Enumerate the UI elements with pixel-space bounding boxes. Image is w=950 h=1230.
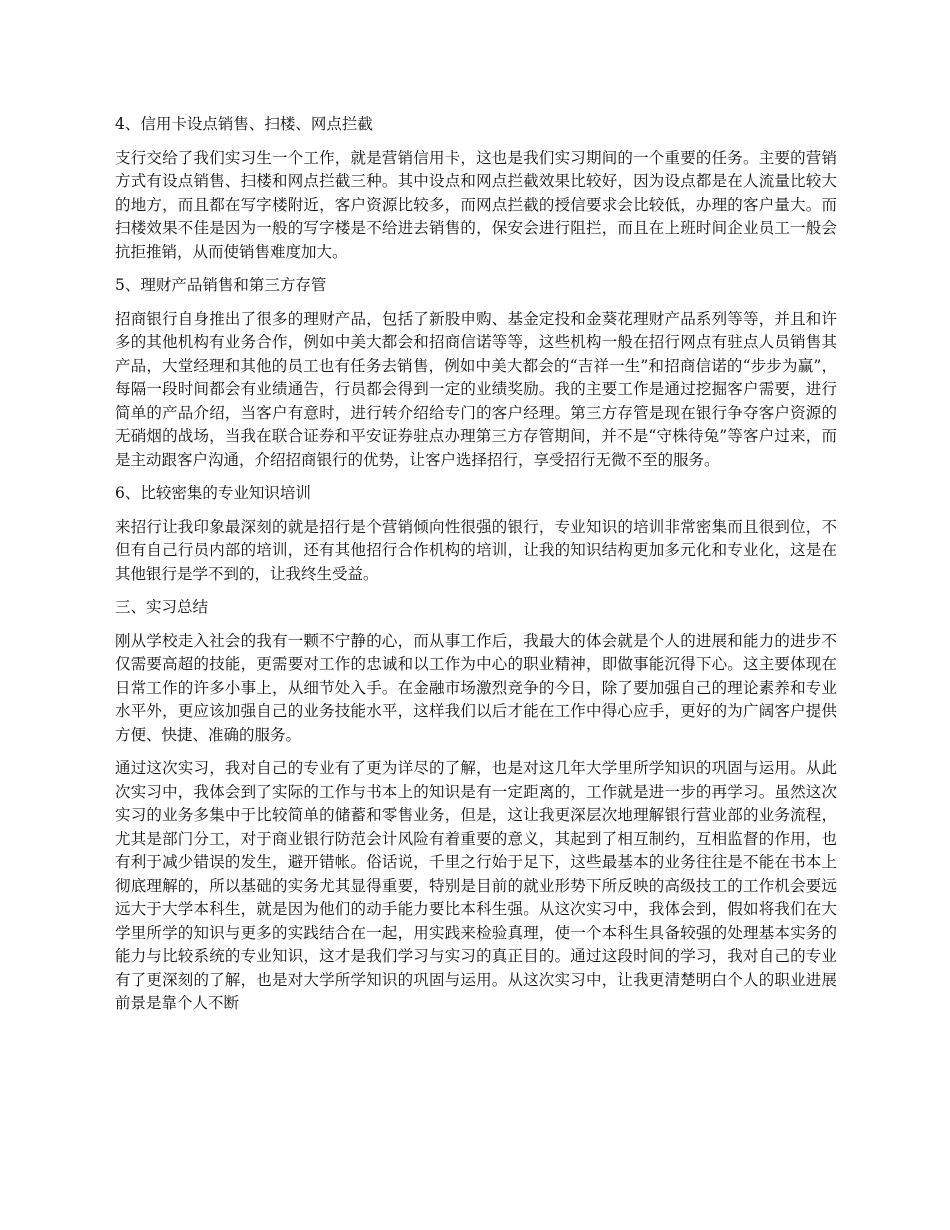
paragraph-summary-2: 通过这次实习，我对自己的专业有了更为详尽的了解，也是对这几年大学里所学知识的巩固与运用。从此次实习中，我体会到了实际的工作与书本上的知识是有一定距离的，工作就是进一步的再学习。虽然这次实习的业务多集中于比较简单的储蓄和零售业务，但是，这让我更深层次地理解银行营业部的业务流程，尤其是部门分工，对于商业银行防范会计风险有着重要的意义，其起到了相互制约，互相监督的作用，也有利于减少错误的发生，避开错帐。俗话说，千里之行始于足下，这些最基本的业务往往是不能在书本上彻底理解的，所以基础的实务尤其显得重要，特别是目前的就业形势下所反映的高级技工的工作机会要远远大于大学本科生，就是因为他们的动手能力要比本科生强。从这次实习中，我体会到，假如将我们在大学里所学的知识与更多的实践结合在一起，用实践来检验真理，使一个本科生具备较强的处理基本实务的能力与比较系统的专业知识，这才是我们学习与实习的真正目的。通过这段时间的学习，我对自己的专业有了更深刻的了解，也是对大学所学知识的巩固与运用。从这次实习中，让我更清楚明白个人的职业进展前景是靠个人不断 bbox=[115, 759, 837, 1012]
paragraph-training: 来招行让我印象最深刻的就是招行是个营销倾向性很强的银行，专业知识的培训非常密集而且很到位，不但有自己行员内部的培训，还有其他招行合作机构的培训，让我的知识结构更加多元化和专业化，这是在其他银行是学不到的，让我终生受益。 bbox=[115, 517, 837, 583]
section-heading-summary: 三、实习总结 bbox=[115, 598, 209, 616]
section-heading-5: 5、理财产品销售和第三方存管 bbox=[115, 276, 327, 294]
paragraph-wealth-products: 招商银行自身推出了很多的理财产品，包括了新股申购、基金定投和金葵花理财产品系列等等，并且和许多的其他机构有业务合作，例如中美大都会和招商信诺等等，这些机构一般在招行网点有驻点人员销售其产品，大堂经理和其他的员工也有任务去销售，例如中美大都会的“吉祥一生”和招商信诺的“步步为赢”，每隔一段时间都会有业绩通告，行员都会得到一定的业绩奖励。我的主要工作是通过挖掘客户需要，进行简单的产品介绍，当客户有意时，进行转介绍给专门的客户经理。第三方存管是现在银行争夺客户资源的无硝烟的战场，当我在联合证券和平安证券驻点办理第三方存管期间，并不是“守株待兔”等客户过来，而是主动跟客户沟通，介绍招商银行的优势，让客户选择招行，享受招行无微不至的服务。 bbox=[115, 309, 837, 469]
section-heading-6: 6、比较密集的专业知识培训 bbox=[115, 484, 311, 502]
paragraph-summary-1: 刚从学校走入社会的我有一颗不宁静的心，而从事工作后，我最大的体会就是个人的进展和能力的进步不仅需要高超的技能，更需要对工作的忠诚和以工作为中心的职业精神，即做事能沉得下心。这主要体现在日常工作的许多小事上，从细节处入手。在金融市场激烈竞争的今日，除了要加强自己的理论素养和专业水平外，更应该加强自己的业务技能水平，这样我们以后才能在工作中得心应手，更好的为广阔客户提供方便、快捷、准确的服务。 bbox=[115, 631, 837, 744]
section-heading-4: 4、信用卡设点销售、扫楼、网点拦截 bbox=[115, 115, 373, 133]
paragraph-credit-card: 支行交给了我们实习生一个工作，就是营销信用卡，这也是我们实习期间的一个重要的任务。主要的营销方式有设点销售、扫楼和网点拦截三种。其中设点和网点拦截效果比较好，因为设点都是在人流量比较大的地方，而且都在写字楼附近，客户资源比较多，而网点拦截的授信要求会比较低，办理的客户量大。而扫楼效果不佳是因为一般的写字楼是不给进去销售的，保安会进行阻拦，而且在上班时间企业员工一般会抗拒推销，从而使销售难度加大。 bbox=[115, 148, 837, 261]
document-page bbox=[115, 113, 837, 1026]
